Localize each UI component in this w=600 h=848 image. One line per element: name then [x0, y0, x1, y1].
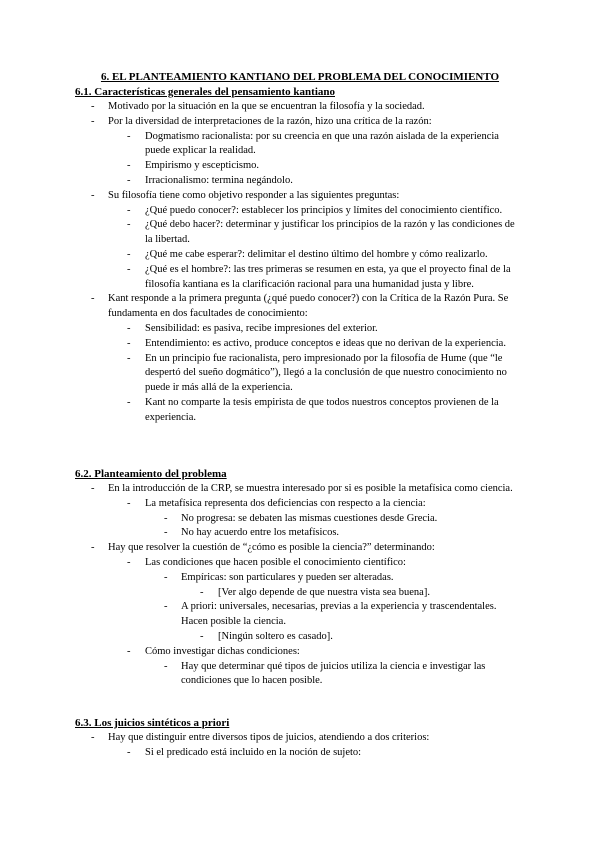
- bullet-dash: -: [127, 174, 131, 186]
- bullet-dash: -: [127, 746, 131, 758]
- list-item: - Irracionalismo: termina negándolo.: [0, 174, 600, 189]
- bullet-dash: -: [164, 527, 168, 539]
- list-item: - Kant no comparte la tesis empirista de que todos nuestros conceptos provienen de la experiencia.: [127, 396, 499, 423]
- list-item: - Sensibilidad: es pasiva, recibe impresiones del exterior.: [0, 322, 600, 337]
- list-item: - La metafísica representa dos deficiencias con respecto a la ciencia:: [0, 497, 600, 512]
- section-heading-6-1: 6.1. Características generales del pensamiento kantiano: [75, 86, 335, 98]
- section-6-3-list: [0, 731, 600, 761]
- bullet-dash: -: [164, 512, 168, 524]
- list-item: - ¿Qué puedo conocer?: establecer los principios y límites del conocimiento científico.: [0, 204, 600, 219]
- list-item: - No hay acuerdo entre los metafísicos.: [0, 526, 600, 541]
- bullet-dash: -: [164, 571, 168, 583]
- bullet-dash: -: [127, 160, 131, 172]
- list-item: - Hay que determinar qué tipos de juicios utiliza la ciencia e investigar las condiciones que lo hacen posible.: [164, 660, 486, 687]
- section-6-1-list: [0, 100, 600, 426]
- bullet-dash: -: [164, 601, 168, 613]
- list-item: - Cómo investigar dichas condiciones:: [0, 645, 600, 660]
- bullet-dash: -: [91, 189, 95, 201]
- list-item: - A priori: universales, necesarias, previas a la experiencia y trascendentales. Hacen posible la ciencia.: [164, 601, 497, 628]
- bullet-dash: -: [127, 248, 131, 260]
- list-item: - Las condiciones que hacen posible el conocimiento científico:: [0, 556, 600, 571]
- bullet-dash: -: [127, 396, 131, 408]
- bullet-dash: -: [91, 732, 95, 743]
- list-item: - En la introducción de la CRP, se muestra interesado por si es posible la metafísica como ciencia.: [0, 482, 600, 497]
- bullet-dash: -: [200, 586, 204, 598]
- bullet-dash: -: [91, 483, 95, 494]
- bullet-dash: -: [91, 293, 95, 305]
- list-item: - En un principio fue racionalista, pero impresionado por la filosofía de Hume (que “le despertó del sueño dogmático”), llegó a la conclusión de que nuestro conocimiento no puede ir más allá de la experiencia.: [127, 352, 507, 394]
- list-item: - Kant responde a la primera pregunta (¿qué puedo conocer?) con la Crítica de la Razón Pura. Se fundamenta en dos facultades de conocimiento:: [91, 293, 509, 320]
- bullet-dash: -: [127, 497, 131, 509]
- list-item: - ¿Qué me cabe esperar?: delimitar el destino último del hombre y cómo realizarlo.: [0, 248, 600, 263]
- list-item: - [Ningún soltero es casado].: [0, 630, 600, 645]
- bullet-dash: -: [127, 337, 131, 349]
- bullet-dash: -: [127, 645, 131, 657]
- list-item: - Hay que resolver la cuestión de “¿cómo es posible la ciencia?” determinando:: [0, 541, 600, 556]
- bullet-dash: -: [127, 352, 131, 364]
- section-6-2-list: [0, 482, 600, 689]
- list-item: - No progresa: se debaten las mismas cuestiones desde Grecia.: [0, 512, 600, 527]
- list-item: - [Ver algo depende de que nuestra vista sea buena].: [0, 586, 600, 601]
- document-title: 6. EL PLANTEAMIENTO KANTIANO DEL PROBLEMA DEL CONOCIMIENTO: [100, 71, 500, 83]
- list-item: - Empirismo y escepticismo.: [0, 159, 600, 174]
- bullet-dash: -: [127, 322, 131, 334]
- bullet-dash: -: [91, 101, 95, 112]
- list-item: - Si el predicado está incluido en la noción de sujeto:: [0, 746, 600, 761]
- list-item: - Motivado por la situación en la que se encuentran la filosofía y la sociedad.: [0, 100, 600, 115]
- list-item: - Entendimiento: es activo, produce conceptos e ideas que no derivan de la experiencia.: [0, 337, 600, 352]
- bullet-dash: -: [127, 556, 131, 568]
- list-item: - Su filosofía tiene como objetivo responder a las siguientes preguntas:: [0, 189, 600, 204]
- bullet-dash: -: [200, 630, 204, 642]
- bullet-dash: -: [127, 219, 131, 231]
- bullet-dash: -: [127, 204, 131, 216]
- section-heading-6-3: 6.3. Los juicios sintéticos a priori: [75, 717, 230, 729]
- bullet-dash: -: [164, 660, 168, 672]
- list-item: - Dogmatismo racionalista: por su creencia en que una razón aislada de la experiencia puede explicar la realidad.: [127, 130, 499, 157]
- list-item: - ¿Qué es el hombre?: las tres primeras se resumen en esta, ya que el proyecto final de la filosofía kantiana es la clarificación racional para una humanidad justa y libre.: [127, 263, 511, 290]
- bullet-dash: -: [91, 542, 95, 554]
- bullet-dash: -: [91, 115, 95, 127]
- list-item: - ¿Qué debo hacer?: determinar y justificar los principios de la razón y las condiciones de la libertad.: [127, 219, 515, 246]
- section-heading-6-2: 6.2. Planteamiento del problema: [75, 468, 227, 480]
- list-item: - Por la diversidad de interpretaciones de la razón, hizo una crítica de la razón:: [0, 115, 600, 130]
- list-item: - Empíricas: son particulares y pueden ser alteradas.: [0, 571, 600, 586]
- bullet-dash: -: [127, 263, 131, 275]
- bullet-dash: -: [127, 130, 131, 142]
- list-item: - Hay que distinguir entre diversos tipos de juicios, atendiendo a dos criterios:: [0, 731, 600, 746]
